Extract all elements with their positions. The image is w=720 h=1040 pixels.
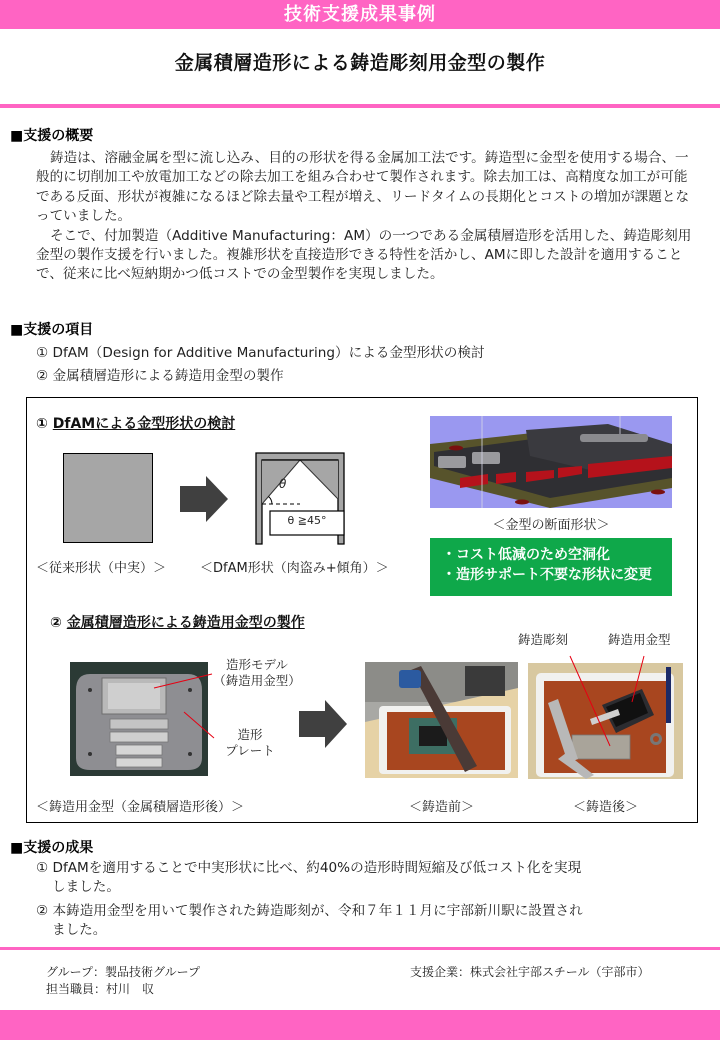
- benefit-item-2: ・造形サポート不要な形状に変更: [442, 567, 652, 583]
- result-2-line1: ② 本鋳造用金型を用いて製作された鋳造彫刻が、令和７年１１月に宇部新川駅に設置され: [36, 903, 583, 919]
- items-heading: ■支援の項目: [10, 322, 94, 338]
- mold-photo-caption: ＜鋳造用金型（金属積層造形後）＞: [36, 800, 245, 815]
- header-divider: [0, 104, 720, 108]
- footer-group: グループ：製品技術グループ: [46, 965, 201, 979]
- item-2: ② 金属積層造形による鋳造用金型の製作: [36, 368, 284, 384]
- page-title: 金属積層造形による鋳造彫刻用金型の製作: [174, 52, 546, 74]
- label-cast-sculpture: 鋳造彫刻: [518, 632, 569, 647]
- dfam-hollow-shape: [254, 451, 360, 545]
- right-arrow-icon: [180, 476, 228, 522]
- benefit-item-1: ・コスト低減のため空洞化: [442, 547, 610, 563]
- overview-body: [36, 149, 692, 285]
- label-build-model-line1: 造形モデル: [226, 657, 288, 672]
- result-1-line2: しました。: [52, 879, 120, 895]
- overview-heading: ■支援の概要: [10, 128, 94, 144]
- figure-part1-heading: [36, 413, 235, 433]
- cad-caption: ＜金型の断面形状＞: [492, 518, 610, 533]
- results-heading: ■支援の成果: [10, 840, 94, 856]
- mold-cross-section-cad-image: [430, 416, 672, 508]
- item-1: ① DfAM（Design for Additive Manufacturing）による金型形状の検討: [36, 345, 485, 361]
- part1-number: ①: [36, 416, 48, 432]
- overview-paragraph-1: 鋳造は、溶融金属を型に流し込み、目的の形状を得る金属加工法です。鋳造型に金型を使用する場合、一般的に切削加工や放電加工などの除去加工を組み合わせて製作されます。除去加工は、高精度な加工が可能である反面、形状が複雑になるほど除去量や工程が増え、リードタイムの長期化とコストの増加が課題となっていました。: [36, 150, 690, 225]
- label-casting-mold: 鋳造用金型: [608, 632, 671, 647]
- label-build-plate-line1: 造形: [237, 727, 263, 742]
- result-2-line2: ました。: [52, 922, 107, 938]
- leader-lines-right: [550, 648, 660, 748]
- label-build-plate-line2: プレート: [225, 743, 275, 758]
- label-build-model: [212, 657, 302, 689]
- theta-label: θ: [279, 477, 287, 491]
- right-arrow-icon: [299, 700, 347, 748]
- part1-title: DfAMによる金型形状の検討: [52, 416, 236, 432]
- before-casting-photo: [365, 662, 518, 778]
- overview-paragraph-2: そこで、付加製造（Additive Manufacturing：AM）の一つである金属積層造形を活用した、鋳造彫刻用金型の製作支援を行いました。複雑形状を直接造形できる特性を活かし、AMに即した設計を適用することで、従来に比べ短納期かつ低コストでの金型製作を実現しました。: [36, 227, 692, 283]
- footer-staff: 担当職員：村川 収: [46, 982, 155, 996]
- conventional-solid-shape: [63, 453, 153, 543]
- label-build-model-line2: （鋳造用金型）: [213, 673, 301, 688]
- before-casting-caption: ＜鋳造前＞: [408, 800, 474, 815]
- label-build-plate: [222, 727, 278, 759]
- footer-company: 支援企業：株式会社宇部スチール（宇部市）: [410, 965, 650, 979]
- footer-band: [0, 1010, 720, 1040]
- header-band-title: 技術支援成果事例: [284, 4, 436, 25]
- result-1-line1: ① DfAMを適用することで中実形状に比べ、約40%の造形時間短縮及び低コスト化を実現: [36, 860, 582, 876]
- dfam-shape-caption: ＜DfAM形状（肉盗み+傾角）＞: [200, 561, 389, 576]
- figure-part2-heading: [50, 612, 305, 632]
- part2-number: ②: [50, 615, 62, 631]
- after-casting-caption: ＜鋳造後＞: [572, 800, 638, 815]
- angle-condition-label: θ ≧45°: [287, 514, 327, 527]
- footer-divider: [0, 947, 720, 950]
- conventional-shape-caption: ＜従来形状（中実）＞: [36, 561, 167, 576]
- part2-title: 金属積層造形による鋳造用金型の製作: [66, 615, 305, 631]
- benefits-box: [430, 538, 672, 596]
